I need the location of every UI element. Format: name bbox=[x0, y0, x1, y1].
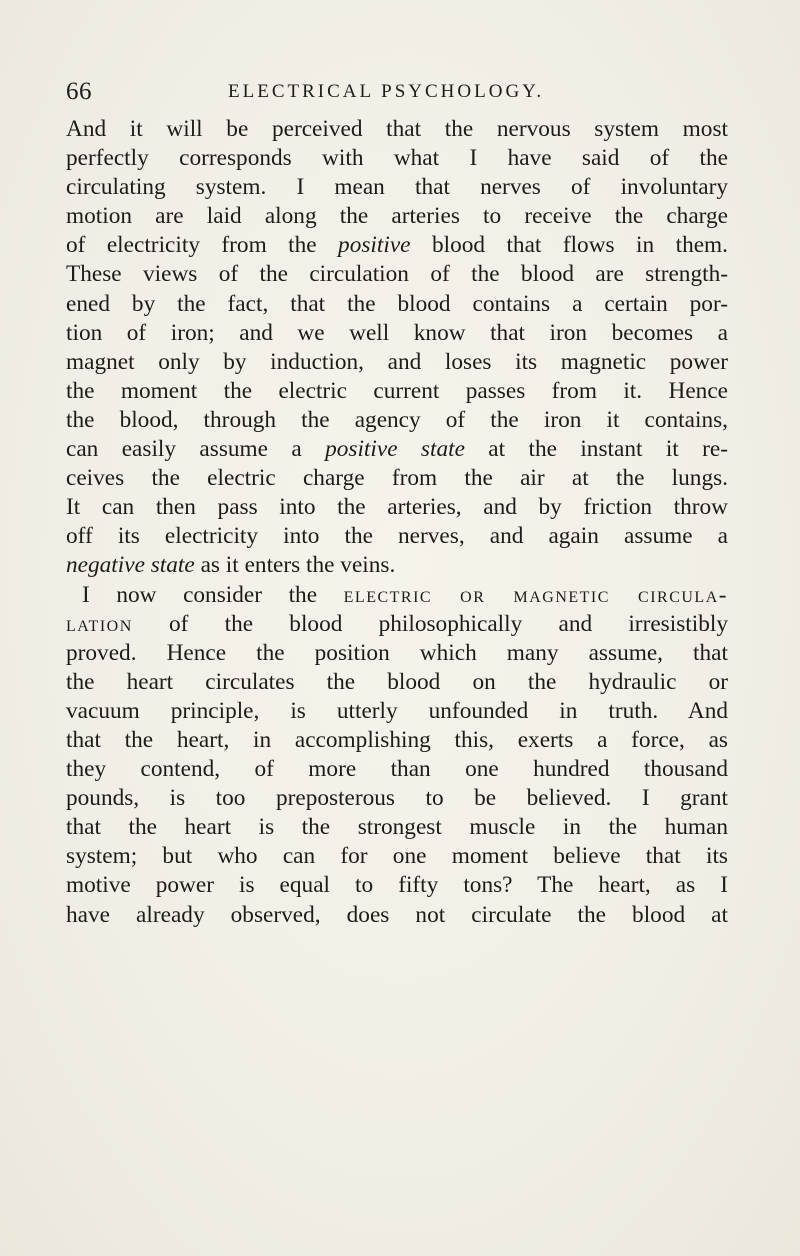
text-segment: have already observed, does not circulate the blood at bbox=[66, 901, 728, 928]
text-segment: the blood, through the agency of the iron it contains, bbox=[66, 406, 728, 433]
text-line bbox=[66, 144, 728, 173]
text-line bbox=[66, 348, 728, 377]
text-line bbox=[66, 813, 728, 842]
text-segment: that the heart is the strongest muscle in the human bbox=[66, 814, 728, 841]
text-segment: as it enters the veins. bbox=[194, 552, 396, 579]
text-segment: they contend, of more than one hundred thousand bbox=[66, 756, 728, 783]
text-segment: system; but who can for one moment believe that its bbox=[66, 843, 728, 870]
text-line bbox=[66, 522, 728, 551]
text-line bbox=[66, 202, 728, 231]
body-text bbox=[66, 115, 728, 930]
text-line bbox=[66, 173, 728, 202]
text-segment: And it will be perceived that the nervous system most bbox=[66, 116, 728, 142]
small-caps-text: electric or magnetic circula- bbox=[343, 581, 729, 608]
text-segment: off its electricity into the nerves, and again assume a bbox=[66, 523, 728, 550]
text-line bbox=[66, 639, 728, 668]
text-line bbox=[66, 231, 728, 260]
text-segment: of electricity from the bbox=[66, 232, 339, 259]
text-line bbox=[66, 755, 728, 784]
text-line bbox=[66, 551, 728, 580]
text-line bbox=[66, 406, 728, 435]
text-segment: the heart circulates the blood on the hydraulic or bbox=[66, 668, 728, 695]
text-segment: of the blood philosophically and irresistibly bbox=[132, 610, 728, 637]
text-line bbox=[66, 697, 728, 726]
text-line bbox=[66, 464, 728, 493]
running-head bbox=[66, 78, 726, 108]
text-segment: motive power is equal to fifty tons? The heart, as I bbox=[66, 872, 728, 899]
text-segment: ceives the electric charge from the air at the lungs. bbox=[66, 465, 728, 492]
text-line bbox=[66, 319, 728, 348]
text-segment: at the instant it re- bbox=[464, 436, 728, 463]
text-segment: These views of the circulation of the blood are strength- bbox=[66, 261, 728, 288]
text-line bbox=[66, 493, 728, 522]
running-title: ELECTRICAL PSYCHOLOGY. bbox=[228, 81, 545, 102]
text-segment: pounds, is too preposterous to be believed. I grant bbox=[66, 785, 728, 812]
text-line bbox=[66, 260, 728, 289]
text-line bbox=[66, 290, 728, 319]
text-line bbox=[66, 435, 728, 464]
italic-text: negative state bbox=[66, 552, 195, 579]
text-segment: motion are laid along the arteries to receive the charge bbox=[66, 203, 728, 230]
text-segment: blood that flows in them. bbox=[410, 232, 728, 259]
text-line bbox=[66, 668, 728, 697]
text-line bbox=[66, 842, 728, 871]
text-segment: vacuum principle, is utterly unfounded in truth. And bbox=[66, 697, 728, 724]
text-segment: I now consider the bbox=[82, 581, 344, 608]
small-caps-text: lation bbox=[66, 610, 133, 637]
text-segment: that the heart, in accomplishing this, exerts a force, as bbox=[66, 726, 728, 753]
italic-text: positive bbox=[338, 232, 411, 259]
text-line bbox=[66, 871, 728, 900]
text-segment: magnet only by induction, and loses its magnetic power bbox=[66, 348, 728, 375]
text-segment: circulating system. I mean that nerves of involuntary bbox=[66, 174, 728, 201]
text-line bbox=[66, 115, 728, 144]
text-line bbox=[66, 581, 728, 610]
text-segment: It can then pass into the arteries, and by friction throw bbox=[66, 494, 728, 521]
text-segment: can easily assume a bbox=[66, 436, 326, 463]
text-line bbox=[66, 784, 728, 813]
page-number: 66 bbox=[66, 78, 92, 105]
text-segment: perfectly corresponds with what I have said of the bbox=[66, 145, 728, 172]
text-segment: proved. Hence the position which many assume, that bbox=[66, 639, 728, 666]
text-line bbox=[66, 901, 728, 930]
text-line bbox=[66, 377, 728, 406]
text-line bbox=[66, 726, 728, 755]
text-segment: ened by the fact, that the blood contains a certain por- bbox=[66, 290, 728, 317]
text-line bbox=[66, 610, 728, 639]
italic-text: positive state bbox=[325, 436, 465, 463]
text-segment: tion of iron; and we well know that iron becomes a bbox=[66, 319, 728, 346]
text-segment: the moment the electric current passes from it. Hence bbox=[66, 377, 728, 404]
